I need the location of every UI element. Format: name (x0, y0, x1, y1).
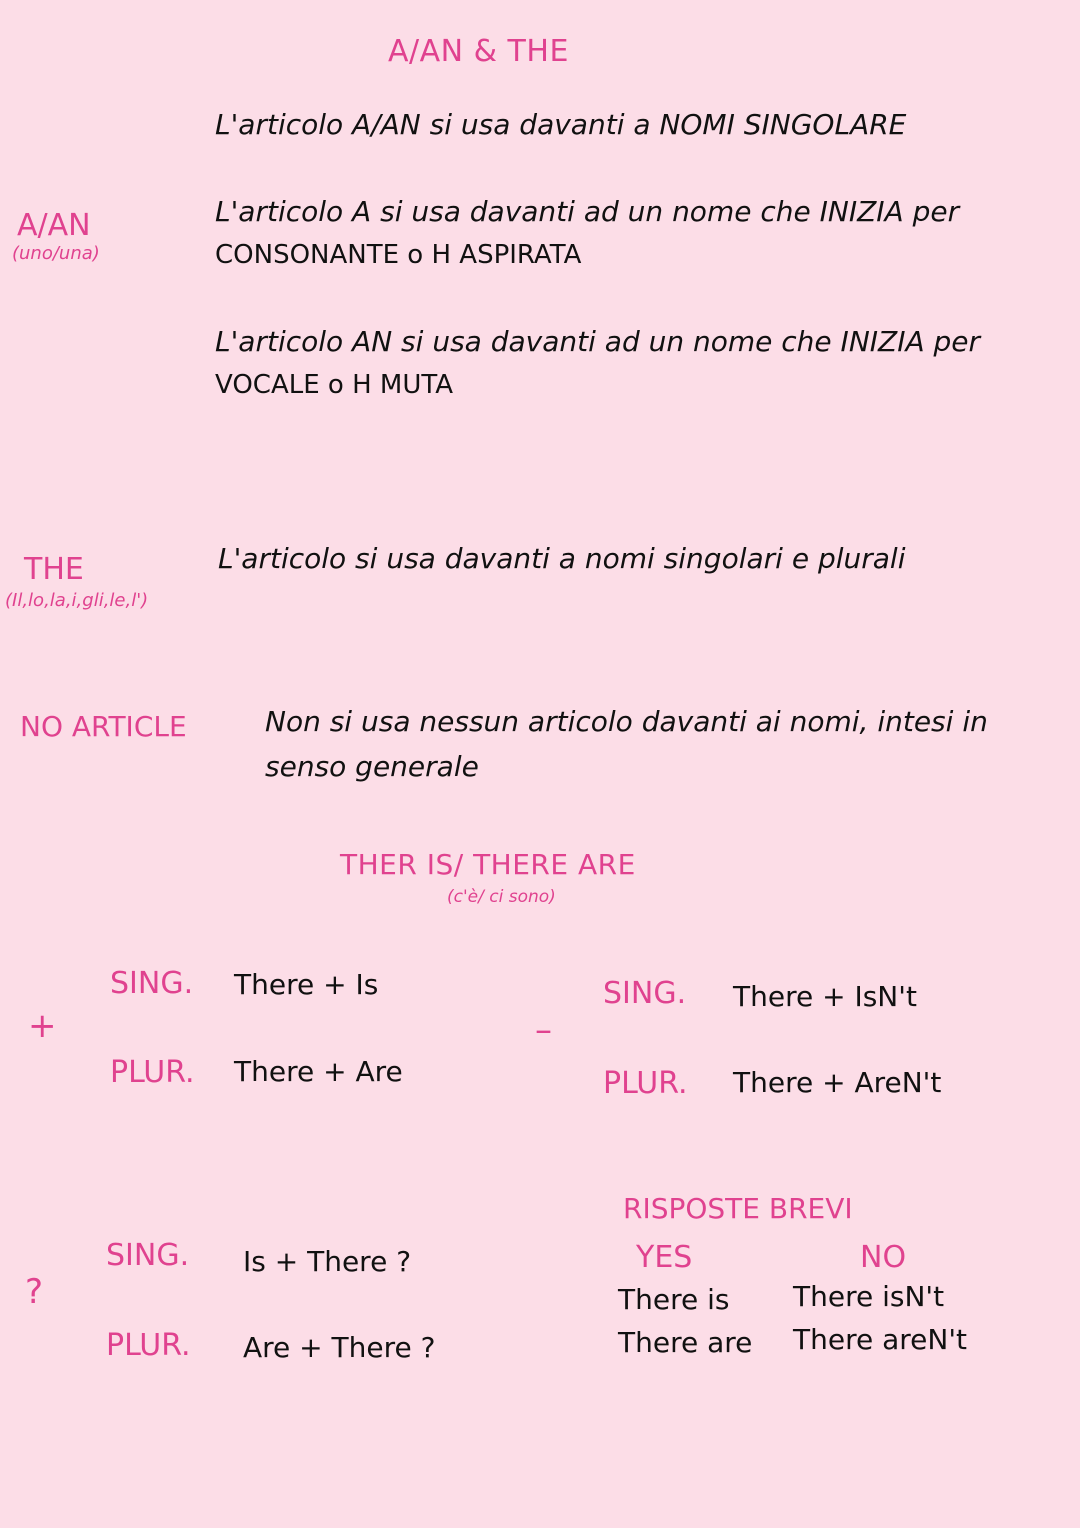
the-label: THE (24, 552, 84, 587)
question-plur-form: Are + There ? (243, 1331, 436, 1364)
minus-sign-icon: – (535, 1010, 552, 1050)
affirmative-sing-label: SING. (110, 966, 194, 1001)
the-rule: L'articolo si usa davanti a nomi singolari e plurali (218, 542, 906, 575)
page-title: A/AN & THE (388, 34, 569, 69)
question-sing-form: Is + There ? (243, 1245, 412, 1278)
there-is-title: THER IS/ THERE ARE (340, 848, 636, 881)
negative-plur-form: There + AreN't (733, 1066, 942, 1099)
question-plur-label: PLUR. (106, 1328, 191, 1363)
question-sing-label: SING. (106, 1238, 190, 1273)
a-an-rule-2-line2: CONSONANTE o H ASPIRATA (215, 240, 582, 270)
short-answers-no-label: NO (860, 1240, 907, 1275)
negative-sing-form: There + IsN't (733, 980, 917, 1013)
short-answer-no-sing: There isN't (793, 1280, 945, 1313)
short-answer-yes-sing: There is (618, 1283, 730, 1316)
short-answer-no-plur: There areN't (793, 1323, 968, 1356)
the-sublabel: (Il,lo,la,i,gli,le,l') (5, 590, 149, 611)
a-an-label: A/AN (17, 208, 91, 243)
short-answers-title: RISPOSTE BREVI (623, 1192, 853, 1225)
no-article-rule-line1: Non si usa nessun articolo davanti ai nomi, intesi in (265, 705, 988, 738)
affirmative-plur-label: PLUR. (110, 1055, 195, 1090)
a-an-rule-1: L'articolo A/AN si usa davanti a NOMI SINGOLARE (215, 108, 907, 141)
no-article-label: NO ARTICLE (20, 710, 187, 743)
affirmative-plur-form: There + Are (234, 1055, 403, 1088)
a-an-sublabel: (uno/una) (12, 243, 100, 264)
affirmative-sing-form: There + Is (234, 968, 379, 1001)
negative-sing-label: SING. (603, 976, 687, 1011)
a-an-rule-3-line2: VOCALE o H MUTA (215, 370, 454, 400)
plus-sign-icon: + (28, 1006, 57, 1046)
there-is-subtitle: (c'è/ ci sono) (447, 887, 556, 907)
short-answer-yes-plur: There are (618, 1326, 753, 1359)
a-an-rule-2-line1: L'articolo A si usa davanti ad un nome che INIZIA per (215, 195, 960, 228)
question-sign-icon: ? (25, 1272, 44, 1312)
no-article-rule-line2: senso generale (265, 750, 479, 783)
a-an-rule-3-line1: L'articolo AN si usa davanti ad un nome che INIZIA per (215, 325, 981, 358)
negative-plur-label: PLUR. (603, 1066, 688, 1101)
short-answers-yes-label: YES (636, 1240, 693, 1275)
